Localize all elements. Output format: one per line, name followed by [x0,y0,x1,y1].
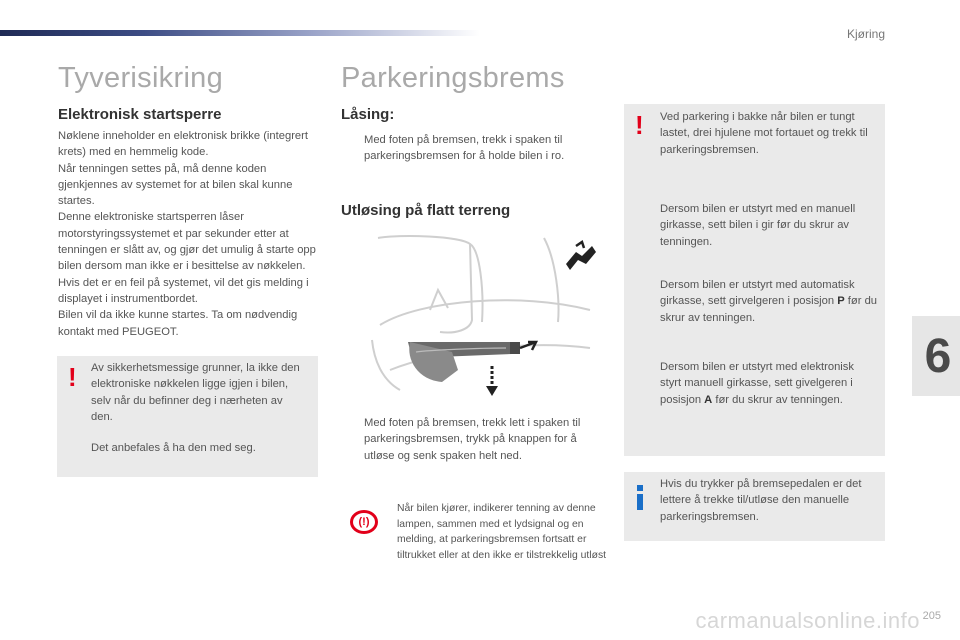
page-title-left: Tyverisikring [58,62,224,94]
warning-box-left [57,356,318,477]
info-text: Hvis du trykker på bremsepedalen er det lettere å trekke til/utløse den manuelle parkeringsbremsen. [660,478,862,523]
subtitle-startsperre: Elektronisk startsperre [58,106,222,123]
info-icon [637,494,643,510]
warning-text: Av sikkerhetsmessige grunner, la ikke den elektroniske nøkkelen ligge igjen i bilen, selv når du befinner deg i nærheten av den. [91,362,300,423]
paragraph: Når tenningen settes på, må denne koden gjenkjennes av systemet for at bilen skal kunne startes. [58,162,293,208]
warning-icon: ! [68,362,77,392]
warning-text: Ved parkering i bakke når bilen er tungt lastet, drei hjulene mot fortauet og trekk til parkeringsbremsen. [660,111,868,156]
brake-alert-lamp-icon [350,510,378,534]
release-step: Med foten på bremsen, trekk lett i spaken til parkeringsbremsen, trykk på knappen for å utløse og senk spaken helt ned. [364,417,581,462]
warning-box-right [624,104,885,456]
paragraph: Denne elektroniske startsperren låser motorstyringssystemet et par sekunder etter at tenningen er slått av, og gjør det umulig å starte opp bilen dersom man ikke er i besittelse av nøkkelen. [58,211,316,273]
gear-position-p: P [837,295,845,308]
warning-text [660,277,878,326]
paragraph: Hvis det er en feil på systemet, vil det gis melding i displayet i instrumentbordet. [58,276,309,305]
heading-lasing: Låsing: [341,106,395,123]
watermark: carmanualsonline.info [695,608,920,633]
warning-text: Det anbefales å ha den med seg. [91,442,256,454]
alert-glyph: (!) [358,516,370,528]
text-span: Dersom bilen er utstyrt med elektronisk styrt manuell girkasse, sett givelgeren i posisjon [660,361,854,406]
heading-utlosing: Utløsing på flatt terreng [341,202,511,219]
page-title-parkeringsbrems: Parkeringsbrems [341,62,565,94]
info-box [624,472,885,541]
text-span: Dersom bilen er utstyrt med automatisk girkasse, sett girvelgeren i posisjon [660,279,855,308]
alert-lamp-text: Når bilen kjører, indikerer tenning av denne lampen, sammen med et lydsignal og en melding, at parkeringsbremsen fortsatt er tiltrukket eller at den ikke er tilstrekkelig utløst [397,503,607,561]
warning-icon: ! [635,110,644,140]
startsperre-text [58,128,320,340]
paragraph: Bilen vil da ikke kunne startes. Ta om nødvendig kontakt med PEUGEOT. [58,309,298,338]
page-number: 205 [922,610,941,622]
lock-step: Med foten på bremsen, trekk i spaken til parkeringsbremsen for å holde bilen i ro. [364,134,565,163]
warning-text: Dersom bilen er utstyrt med en manuell girkasse, sett bilen i gir før du skrur av tenningen. [660,203,856,248]
gear-position-a: A [704,393,713,406]
text-span: før du skrur av tenningen. [660,295,878,324]
paragraph: Nøklene inneholder en elektronisk brikke (integrert krets) med en hemmelig kode. [58,130,308,159]
warning-text [660,359,878,408]
text-span: før du skrur av tenningen. [712,393,843,406]
chapter-tab: 6 [912,316,960,396]
header-gradient-bar [0,30,480,36]
section-name: Kjøring [846,27,885,41]
hand-release-icon [562,238,598,274]
